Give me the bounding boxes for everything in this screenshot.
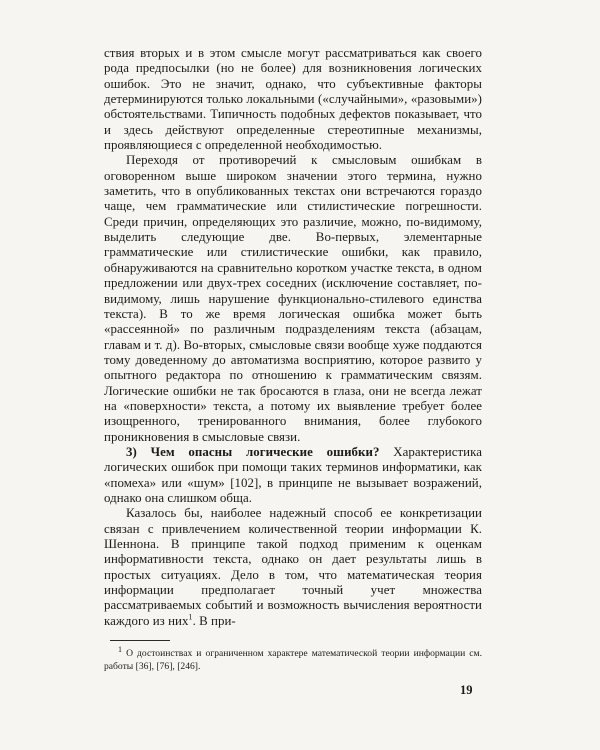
- page-number: 19: [460, 683, 473, 697]
- footnote-separator: [110, 640, 170, 641]
- body-text: [104, 46, 482, 629]
- paragraph-text: Казалось бы, наиболее надежный способ ее конкретизации связан с привлечением количественной теории информации К. Шеннона. В принципе такой подход применим к оценкам информативности текста, однако он дает результаты лишь в простых ситуациях. Дело в том, что математическая теория информации предполагает точный учет множества рассматриваемых событий и возможность вычисления вероятности каждого из них: [104, 506, 482, 628]
- footnote: [104, 644, 482, 673]
- paragraph: [104, 506, 482, 629]
- footnote-number: 1: [118, 644, 122, 654]
- footnote-text: О достоинствах и ограниченном характере математической теории информации см. работы [36], [76], [246].: [104, 648, 482, 672]
- paragraph: [104, 445, 482, 506]
- paragraph: Переходя от противоречий к смысловым ошибкам в оговоренном выше широком значении этого термина, нужно заметить, что в опубликованных текстах они встречаются гораздо чаще, чем грамматические или стилистические погрешности. Среди причин, определяющих это различие, можно, по-видимому, выделить следующие две. Во-первых, элементарные грамматические или стилистические ошибки, как правило, обнаруживаются на сравнительно коротком участке текста, в одном предложении или двух-трех соседних (исключение составляет, по-видимому, лишь нарушение функционально-стилевого единства текста). В то же время логическая ошибка может быть «рассеянной» по различным подразделениям текста (абзацам, главам и т. д). Во-вторых, смысловые связи вообще хуже поддаются тому доведенному до автоматизма восприятию, которое развито у опытного редактора по отношению к грамматическим связям. Логические ошибки не так бросаются в глаза, они не всегда лежат на «поверхности» текста, а потому их выявление требует более изощренного, тренированного внимания, более глубокого проникновения в смысловые связи.: [104, 153, 482, 444]
- paragraph: ствия вторых и в этом смысле могут рассматриваться как своего рода предпосылки (но не более) для возникновения логических ошибок. Это не значит, однако, что субъективные факторы детерминируются только локальными («случайными», «разовыми») обстоятельствами. Типичность подобных дефектов показывает, что и здесь действуют определенные стереотипные механизмы, проявляющиеся с определенной необходимостью.: [104, 46, 482, 153]
- paragraph-text: Характеристика логических ошибок при помощи таких терминов информатики, как «помеха» или «шум» [102], в принципе не вызывает возражений, однако она слишком общa.: [104, 444, 482, 505]
- section-heading: 3) Чем опасны логические ошибки?: [126, 444, 380, 459]
- footnote-reference: 1: [188, 612, 193, 622]
- paragraph-tail: . В при-: [192, 613, 236, 628]
